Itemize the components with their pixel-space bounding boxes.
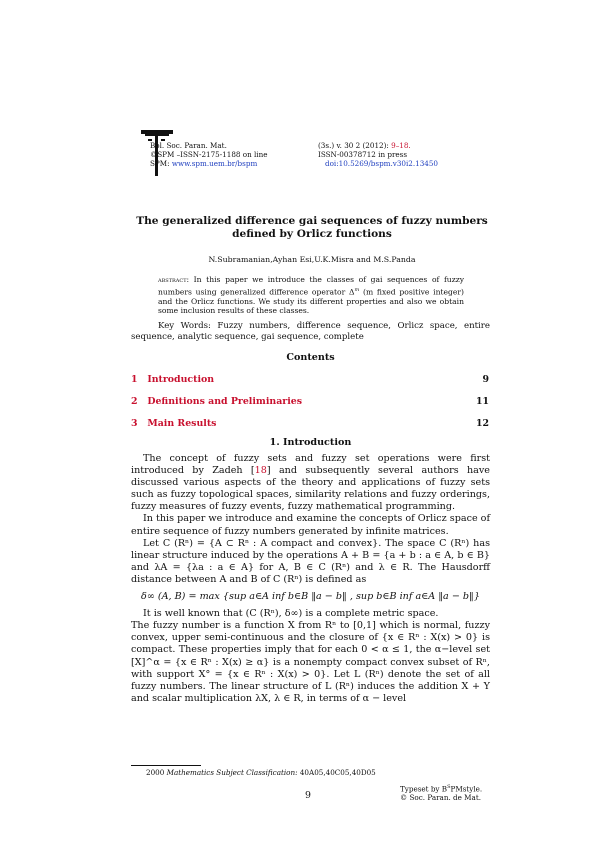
toc-item-page: 11 (475, 396, 489, 407)
paper-title: The generalized difference gai sequences of fuzzy numbers defined by Orlicz functions (136, 215, 488, 240)
header-right (318, 141, 438, 168)
doi-link[interactable]: doi:10.5269/bspm.v30i2.13450 (325, 159, 439, 168)
toc-item-page: 12 (475, 418, 489, 429)
pages-link[interactable]: 9–18. (391, 141, 411, 150)
site-label: SPM: (150, 159, 170, 168)
issn-press: ISSN-00378712 in press (318, 150, 408, 159)
toc-item-page: 9 (482, 374, 489, 385)
abstract-label: abstract: (158, 276, 189, 284)
typeset-notice (400, 783, 482, 802)
contents-heading: Contents (286, 352, 335, 363)
header-left (150, 141, 267, 168)
footnote-msc (146, 768, 376, 777)
toc-item-label: 1 Introduction (131, 374, 215, 385)
volume-info (318, 141, 438, 150)
page-number: 9 (305, 790, 311, 801)
paragraph-4: It is well known that (C (Rⁿ), δ∞) is a complete metric space. (143, 608, 439, 620)
footnote-label: Mathematics Subject Classification: (166, 768, 298, 777)
journal-site (150, 159, 267, 168)
keywords: Key Words: Fuzzy numbers, difference sequence, Orlicz space, entire sequence, analytic sequence, gai sequence, complete (131, 321, 490, 342)
toc-item-label: 3 Main Results (131, 418, 217, 429)
toc-item-label: 2 Definitions and Preliminaries (131, 396, 303, 407)
typeset-line: Typeset by $B^SPMstyle$. (400, 784, 483, 794)
paragraph-1: The concept of fuzzy sets and fuzzy set operations were first introduced by Zadeh [18] and subsequently several authors have discussed various aspects of the theory and applications of fuzzy sets such as fuzzy topological spaces, similarity relations and fuzzy orderings, fuzzy measures of fuzzy events, fuzzy mathematical programming. (131, 453, 490, 513)
toc-item-introduction[interactable] (131, 374, 489, 385)
paragraph-5: The fuzzy number is a function X from Rⁿ to [0,1] which is normal, fuzzy convex, upper semi-continuous and the closure of {x ∈ Rⁿ : X(x) > 0} is compact. These properties imply that for each 0 < α ≤ 1, the α−level set [X]^α = {x ∈ Rⁿ : X(x) ≥ α} is a nonempty compact convex subset of Rⁿ, with support X° = {x ∈ Rⁿ : X(x) > 0}. Let L (Rⁿ) denote the set of all fuzzy numbers. The linear structure of L (Rⁿ) induces the addition X + Y and scalar multiplication λX, λ ∈ R, in terms of α − level (131, 620, 490, 704)
toc-item-main-results[interactable] (131, 418, 489, 429)
copyright: © Soc. Paran. de Mat. (400, 793, 481, 803)
footnote-codes: 40A05,40C05,40D05 (299, 768, 376, 777)
section-body (131, 453, 490, 705)
volume-text: (3s.) v. 30 2 (2012): (318, 141, 389, 150)
issn-online: ©SPM –ISSN-2175-1188 on line (150, 150, 268, 159)
abstract-text: In this paper we introduce the classes of gai sequences of fuzzy numbers using generalized difference operator Δ (158, 275, 464, 297)
citation-link[interactable]: 18 (254, 465, 267, 477)
paragraph-2: In this paper we introduce and examine the concepts of Orlicz space of entire sequence of fuzzy numbers generated by infinite matrices. (131, 513, 490, 537)
abstract-sup: m (354, 286, 360, 293)
paragraph-3: Let C (Rⁿ) = {A ⊂ Rⁿ : A compact and convex}. The space C (Rⁿ) has linear structure induced by the operations A + B = {a + b : a ∈ A, b ∈ B} and λA = {λa : a ∈ A} for A, B ∈ C (Rⁿ) and λ ∈ R. The Hausdorff distance between A and B of C (Rⁿ) is defined as (131, 537, 490, 585)
equation-hausdorff: δ∞ (A, B) = max {sup a∈A inf b∈B ‖a − b‖ , sup b∈B inf a∈A ‖a − b‖} (141, 591, 480, 603)
journal-name: Bol. Soc. Paran. Mat. (150, 141, 227, 150)
footnote-rule (131, 765, 201, 766)
abstract-text-2: (m fixed positive integer) and the Orlicz functions. We study its different properties and also we obtain some inclusion results of these classes. (158, 287, 464, 316)
section-heading-introduction: 1. Introduction (269, 437, 352, 448)
footnote-year: 2000 (146, 768, 165, 777)
site-link[interactable]: www.spm.uem.br/bspm (171, 159, 258, 168)
toc-item-definitions[interactable] (131, 396, 489, 407)
authors: N.Subramanian,Ayhan Esi,U.K.Misra and M.S.Panda (208, 255, 416, 264)
abstract (158, 275, 464, 316)
